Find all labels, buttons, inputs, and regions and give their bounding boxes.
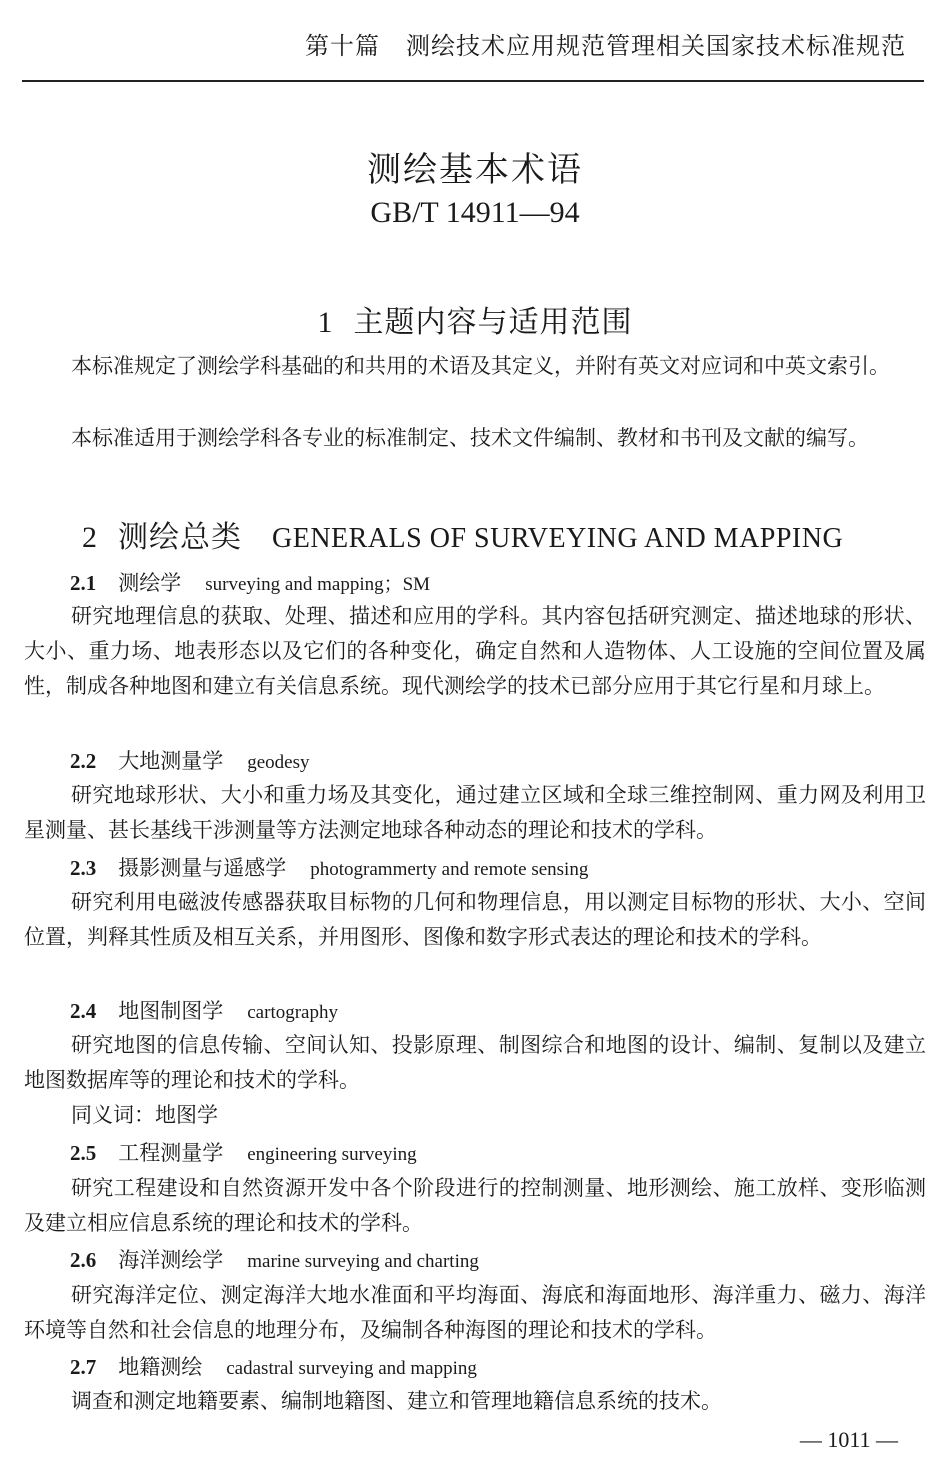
section-1-title: 主题内容与适用范围 (353, 305, 633, 340)
term-heading (70, 996, 338, 1028)
term-number: 2.7 (70, 1355, 97, 1379)
term-english: cadastral surveying and mapping (226, 1358, 477, 1379)
section-1-paragraph: 本标准适用于测绘学科各专业的标准制定、技术文件编制、教材和书刊及文献的编写。 (71, 426, 869, 450)
term-heading (70, 1138, 417, 1170)
term-heading (70, 1352, 477, 1384)
term-number: 2.2 (70, 749, 97, 773)
section-1-number: 1 (317, 306, 334, 339)
section-1-heading (0, 297, 950, 341)
term-english: photogrammerty and remote sensing (310, 859, 589, 880)
term-number: 2.3 (70, 856, 97, 880)
section-2-title-zh: 测绘总类 (118, 520, 242, 555)
header-divider (22, 80, 924, 82)
term-english: geodesy (247, 752, 310, 773)
term-synonym: 同义词：地图学 (71, 1103, 218, 1127)
page-number: — 1011 — (799, 1427, 898, 1452)
term-english: marine surveying and charting (247, 1251, 479, 1272)
term-chinese: 海洋测绘学 (118, 1248, 224, 1272)
term-chinese: 大地测量学 (118, 749, 224, 773)
term-chinese: 地图制图学 (118, 999, 224, 1023)
term-heading (70, 853, 588, 885)
term-english: cartography (247, 1002, 338, 1023)
document-standard-code: GB/T 14911—94 (370, 196, 580, 229)
term-heading (70, 568, 430, 600)
running-header (305, 26, 906, 61)
term-english: surveying and mapping；SM (205, 574, 431, 595)
term-definition: 研究利用电磁波传感器获取目标物的几何和物理信息，用以测定目标物的形状、大小、空间位置，判释其性质及相互关系，并用图形、图像和数字形式表达的理论和技术的学科。 (24, 890, 926, 949)
term-chinese: 工程测量学 (118, 1141, 224, 1165)
term-number: 2.4 (70, 999, 97, 1023)
term-definition: 研究地理信息的获取、处理、描述和应用的学科。其内容包括研究测定、描述地球的形状、大小、重力场、地表形态以及它们的各种变化，确定自然和人造物体、人工设施的空间位置及属性，制成各种地图和建立有关信息系统。现代测绘学的技术已部分应用于其它行星和月球上。 (24, 604, 926, 698)
document-title: 测绘基本术语 (367, 150, 583, 190)
term-number: 2.5 (70, 1141, 97, 1165)
term-chinese: 地籍测绘 (118, 1355, 203, 1379)
term-number: 2.6 (70, 1248, 97, 1272)
section-2-heading (82, 512, 843, 556)
term-definition: 调查和测定地籍要素、编制地籍图、建立和管理地籍信息系统的技术。 (71, 1389, 722, 1413)
term-english: engineering surveying (247, 1144, 417, 1165)
section-2-title-en: GENERALS OF SURVEYING AND MAPPING (272, 523, 844, 554)
running-header-part: 第十篇 (305, 32, 380, 60)
term-heading (70, 746, 310, 778)
section-1-paragraph: 本标准规定了测绘学科基础的和共用的术语及其定义，并附有英文对应词和中英文索引。 (71, 354, 890, 378)
term-chinese: 摄影测量与遥感学 (118, 856, 287, 880)
term-chinese: 测绘学 (118, 571, 182, 595)
term-definition: 研究地图的信息传输、空间认知、投影原理、制图综合和地图的设计、编制、复制以及建立地图数据库等的理论和技术的学科。 (24, 1033, 926, 1092)
section-2-number: 2 (82, 521, 98, 554)
term-number: 2.1 (70, 571, 97, 595)
running-header-title: 测绘技术应用规范管理相关国家技术标准规范 (406, 32, 906, 60)
term-heading (70, 1245, 479, 1277)
term-definition: 研究海洋定位、测定海洋大地水准面和平均海面、海底和海面地形、海洋重力、磁力、海洋环境等自然和社会信息的地理分布，及编制各种海图的理论和技术的学科。 (24, 1283, 926, 1342)
term-definition: 研究工程建设和自然资源开发中各个阶段进行的控制测量、地形测绘、施工放样、变形临测及建立相应信息系统的理论和技术的学科。 (24, 1176, 926, 1235)
term-definition: 研究地球形状、大小和重力场及其变化，通过建立区域和全球三维控制网、重力网及利用卫星测量、甚长基线干涉测量等方法测定地球各种动态的理论和技术的学科。 (24, 783, 926, 842)
